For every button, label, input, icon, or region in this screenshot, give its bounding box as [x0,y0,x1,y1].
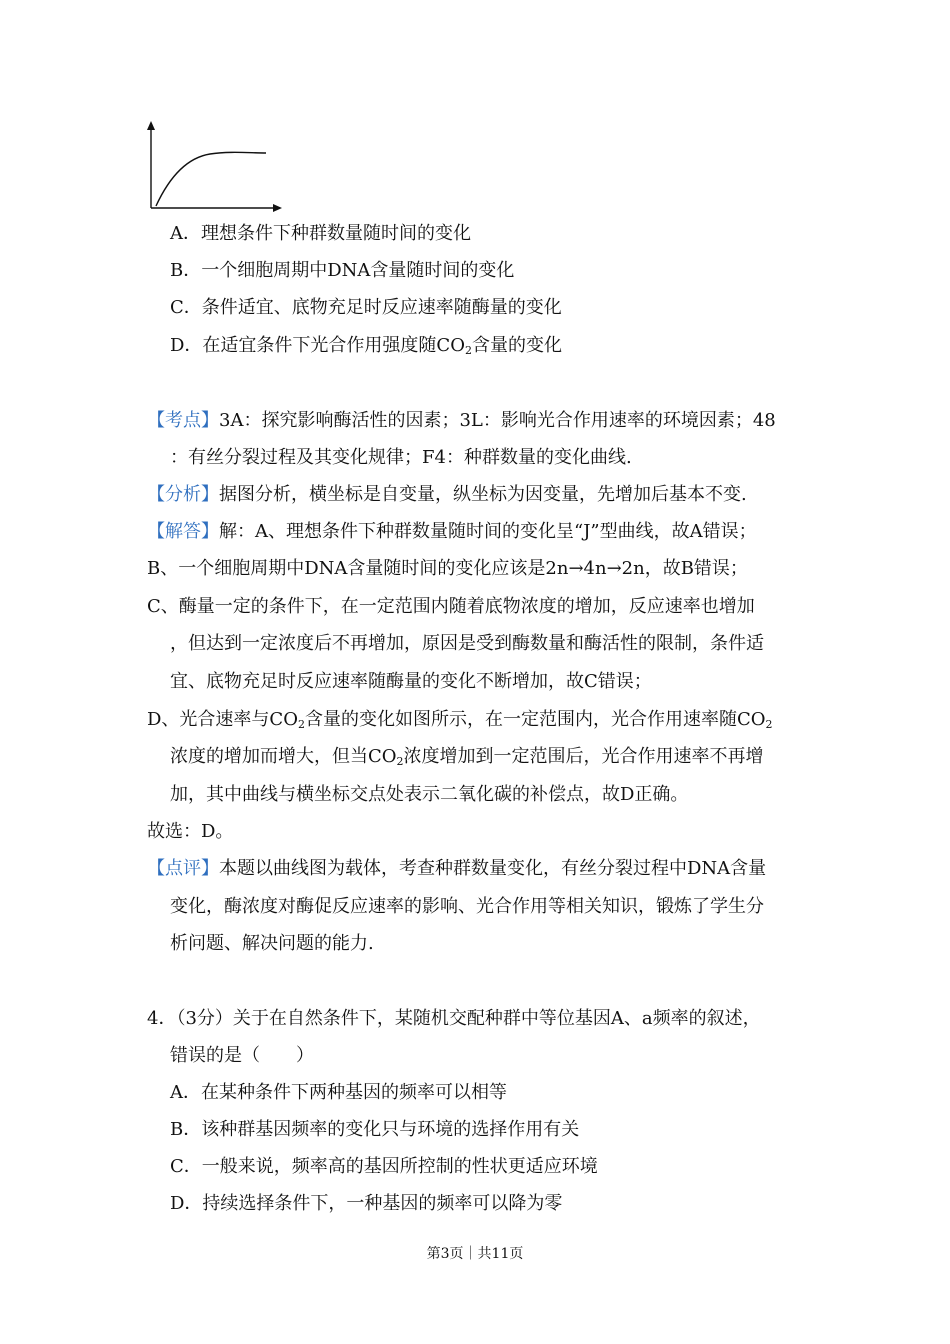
dianping-line-2: 变化，酶浓度对酶促反应速率的影响、光合作用等相关知识，锻炼了学生分 [170,896,764,917]
dianping-tag: 【点评】 [147,858,219,879]
jieda-line-c3: 宜、底物充足时反应速率随酶量的变化不断增加，故C错误； [170,671,652,692]
q3-option-b: B．一个细胞周期中DNA含量随时间的变化 [170,260,515,281]
jieda-tag: 【解答】 [147,521,219,542]
jieda-line-d3: 加，其中曲线与横坐标交点处表示二氧化碳的补偿点，故D正确。 [170,784,689,805]
q4-option-a: A．在某种条件下两种基因的频率可以相等 [170,1082,507,1103]
jieda-line-c1: C、酶量一定的条件下，在一定范围内随着底物浓度的增加，反应速率也增加 [147,596,755,617]
dianping-line-1: 【点评】本题以曲线图为载体，考查种群数量变化，有丝分裂过程中DNA含量 [147,858,767,879]
q4-option-b: B．该种群基因频率的变化只与环境的选择作用有关 [170,1119,580,1140]
kaodian-line-1: 【考点】3A：探究影响酶活性的因素；3L：影响光合作用速率的环境因素；48 [147,410,776,431]
jieda-line-d1: D、光合速率与$CO_2$含量的变化如图所示，在一定范围内，光合作用速率随$CO_2$ [147,709,773,731]
curve [156,152,266,206]
fenxi-line: 【分析】据图分析，横坐标是自变量，纵坐标为因变量，先增加后基本不变. [147,484,747,505]
q3-option-c: C．条件适宜、底物充足时反应速率随酶量的变化 [170,297,562,318]
x-axis-arrow-icon [273,204,282,212]
y-axis-arrow-icon [147,121,155,130]
q4-stem-line-2: 错误的是（ ） [170,1045,314,1066]
q4-option-c: C．一般来说，频率高的基因所控制的性状更适应环境 [170,1156,598,1177]
q4-option-d: D．持续选择条件下，一种基因的频率可以降为零 [170,1193,563,1214]
jieda-line-d2: 浓度的增加而增大，但当$CO_2$浓度增加到一定范围后，光合作用速率不再增 [170,746,764,768]
page-footer: 第3页｜共11页 [426,1246,524,1262]
dianping-line-3: 析问题、解决问题的能力. [170,933,374,954]
guxuan-line: 故选：D。 [147,821,234,842]
q3-option-d: D．在适宜条件下光合作用强度随$CO_2$含量的变化 [170,335,562,357]
saturation-curve-figure [140,120,285,215]
kaodian-tag: 【考点】 [147,410,219,431]
kaodian-line-2: ：有丝分裂过程及其变化规律；F4：种群数量的变化曲线. [170,447,632,468]
jieda-line-b: B、一个细胞周期中DNA含量随时间的变化应该是2n→4n→2n，故B错误； [147,558,748,579]
jieda-line-c2: ，但达到一定浓度后不再增加，原因是受到酶数量和酶活性的限制，条件适 [170,633,764,654]
q4-stem-line-1: 4．（3分）关于在自然条件下，某随机交配种群中等位基因A、a频率的叙述， [147,1008,761,1029]
q3-option-a: A．理想条件下种群数量随时间的变化 [170,223,471,244]
fenxi-tag: 【分析】 [147,484,219,505]
jieda-line-a: 【解答】解：A、理想条件下种群数量随时间的变化呈“J”型曲线，故A错误； [147,521,757,542]
